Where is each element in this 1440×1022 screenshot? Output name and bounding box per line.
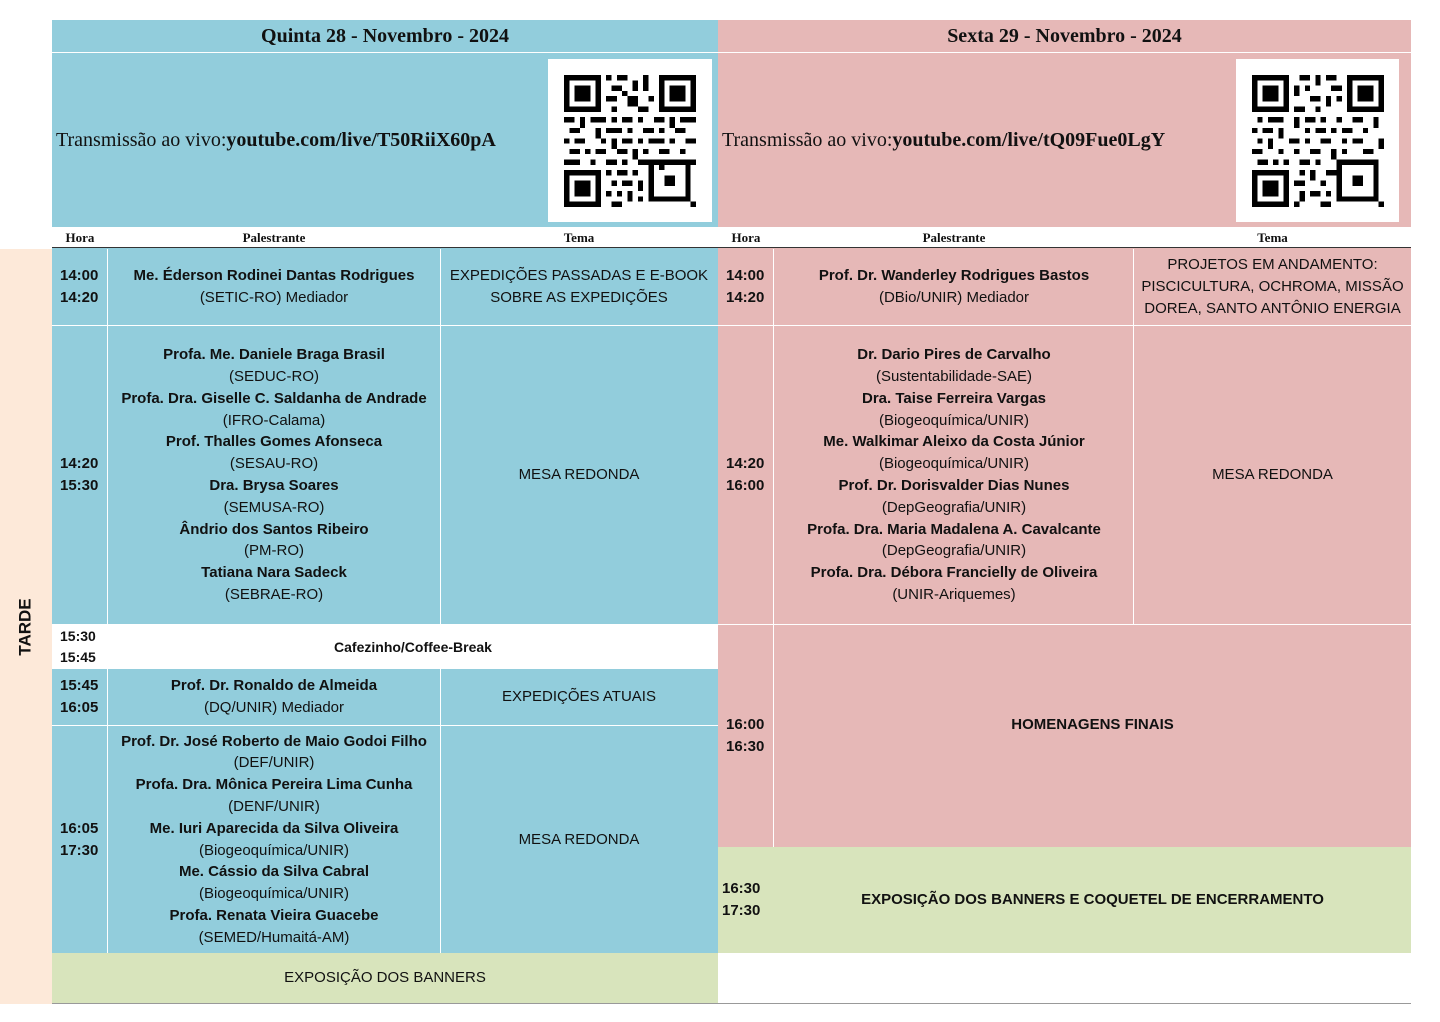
thursday-s4-speakers: Prof. Dr. José Roberto de Maio Godoi Filho (DEF/UNIR) Profa. Dra. Mônica Pereira Lima Cunha (DENF/UNIR) Me. Iuri Aparecida da Silva Oliveira (Biogeoquímica/UNIR) Me. Cássio da Silva Cabral (Biogeoquímica/UNIR) Profa. Renata Vieira Guacebe (SEMED/Humaitá-AM) <box>121 732 427 946</box>
thursday-s4-topic: MESA REDONDA <box>518 830 640 848</box>
thursday-s2-time: 14:20 15:30 <box>60 455 99 494</box>
thursday-s1-topic: EXPEDIÇÕES PASSADAS E E-BOOK SOBRE AS EXPEDIÇÕES <box>449 267 709 306</box>
coffee-break-time: 15:30 15:45 <box>60 627 96 665</box>
thursday-s1-speakers: Me. Éderson Rodinei Dantas Rodrigues (SETIC-RO) Mediador <box>133 267 415 306</box>
friday-qr-code <box>1236 59 1399 222</box>
thursday-s1-time: 14:00 14:20 <box>60 267 99 306</box>
thursday-s3-speakers: Prof. Dr. Ronaldo de Almeida (DQ/UNIR) Mediador <box>170 677 378 716</box>
friday-title: Sexta 29 - Novembro - 2024 <box>947 24 1182 47</box>
friday-s4-time: 16:30 17:30 <box>722 880 761 919</box>
bottom-rule <box>52 1003 1411 1004</box>
friday-s1-time: 14:00 14:20 <box>726 267 765 306</box>
friday-s4-label: EXPOSIÇÃO DOS BANNERS E COQUETEL DE ENCERRAMENTO <box>861 891 1324 908</box>
thursday-s3-time: 15:45 16:05 <box>60 677 99 716</box>
friday-header-topic: Tema <box>1257 229 1288 245</box>
friday-s2-topic: MESA REDONDA <box>1212 466 1333 483</box>
thursday-qr-code <box>548 59 712 222</box>
thursday-header-topic: Tema <box>563 229 595 245</box>
period-band <box>0 249 52 1004</box>
friday-s3-label: HOMENAGENS FINAIS <box>1011 716 1174 733</box>
thursday-header-hour: Hora <box>65 229 95 245</box>
friday-s3-time: 16:00 16:30 <box>726 716 765 755</box>
friday-stream-label: Transmissão ao vivo: <box>722 128 893 151</box>
thursday-stream-link[interactable]: youtube.com/live/T50RiiX60pA <box>226 128 496 151</box>
thursday-header-speaker: Palestrante <box>242 229 306 245</box>
friday-s1-topic: PROJETOS EM ANDAMENTO: PISCICULTURA, OCHROMA, MISSÃO DOREA, SANTO ANTÔNIO ENERGIA <box>1141 256 1404 317</box>
friday-s2-time: 14:20 16:00 <box>726 455 765 494</box>
coffee-break-label: Cafezinho/Coffee-Break <box>334 638 492 655</box>
friday-header-hour: Hora <box>731 229 761 245</box>
friday-stream-link[interactable]: youtube.com/live/tQ09Fue0LgY <box>892 128 1166 151</box>
thursday-title: Quinta 28 - Novembro - 2024 <box>261 24 509 47</box>
thursday-s2-topic: MESA REDONDA <box>518 466 640 483</box>
thursday-stream <box>56 54 546 226</box>
friday-header-speaker: Palestrante <box>922 229 986 245</box>
friday-s1-speakers: Prof. Dr. Wanderley Rodrigues Bastos (DBio/UNIR) Mediador <box>818 267 1090 306</box>
qr-code-icon <box>1252 75 1384 207</box>
qr-code-icon <box>564 75 696 207</box>
friday-stream <box>722 54 1232 226</box>
friday-s2-speakers: Dr. Dario Pires de Carvalho (Sustentabilidade-SAE) Dra. Taise Ferreira Vargas (Biogeoquímica/UNIR) Me. Walkimar Aleixo da Costa Júnior (Biogeoquímica/UNIR) Prof. Dr. Dorisvalder Dias Nunes (DepGeografia/UNIR) Profa. Dra. Maria Madalena A. Cavalcante (DepGeografia/UNIR) Profa. Dra. Débora Francielly de Oliveira (UNIR-Ariquemes) <box>807 346 1101 603</box>
thursday-banners: EXPOSIÇÃO DOS BANNERS <box>52 953 718 1003</box>
thursday-stream-label: Transmissão ao vivo: <box>56 128 227 151</box>
thursday-s4-time: 16:05 17:30 <box>60 819 99 859</box>
thursday-s3-topic: EXPEDIÇÕES ATUAIS <box>502 688 656 705</box>
period-label: TARDE <box>16 597 36 656</box>
thursday-s2-speakers: Profa. Me. Daniele Braga Brasil (SEDUC-RO) Profa. Dra. Giselle C. Saldanha de Andrade (IFRO-Calama) Prof. Thalles Gomes Afonseca (SESAU-RO) Dra. Brysa Soares (SEMUSA-RO) Ândrio dos Santos Ribeiro (PM-RO) Tatiana Nara Sadeck (SEBRAE-RO) <box>121 346 427 603</box>
